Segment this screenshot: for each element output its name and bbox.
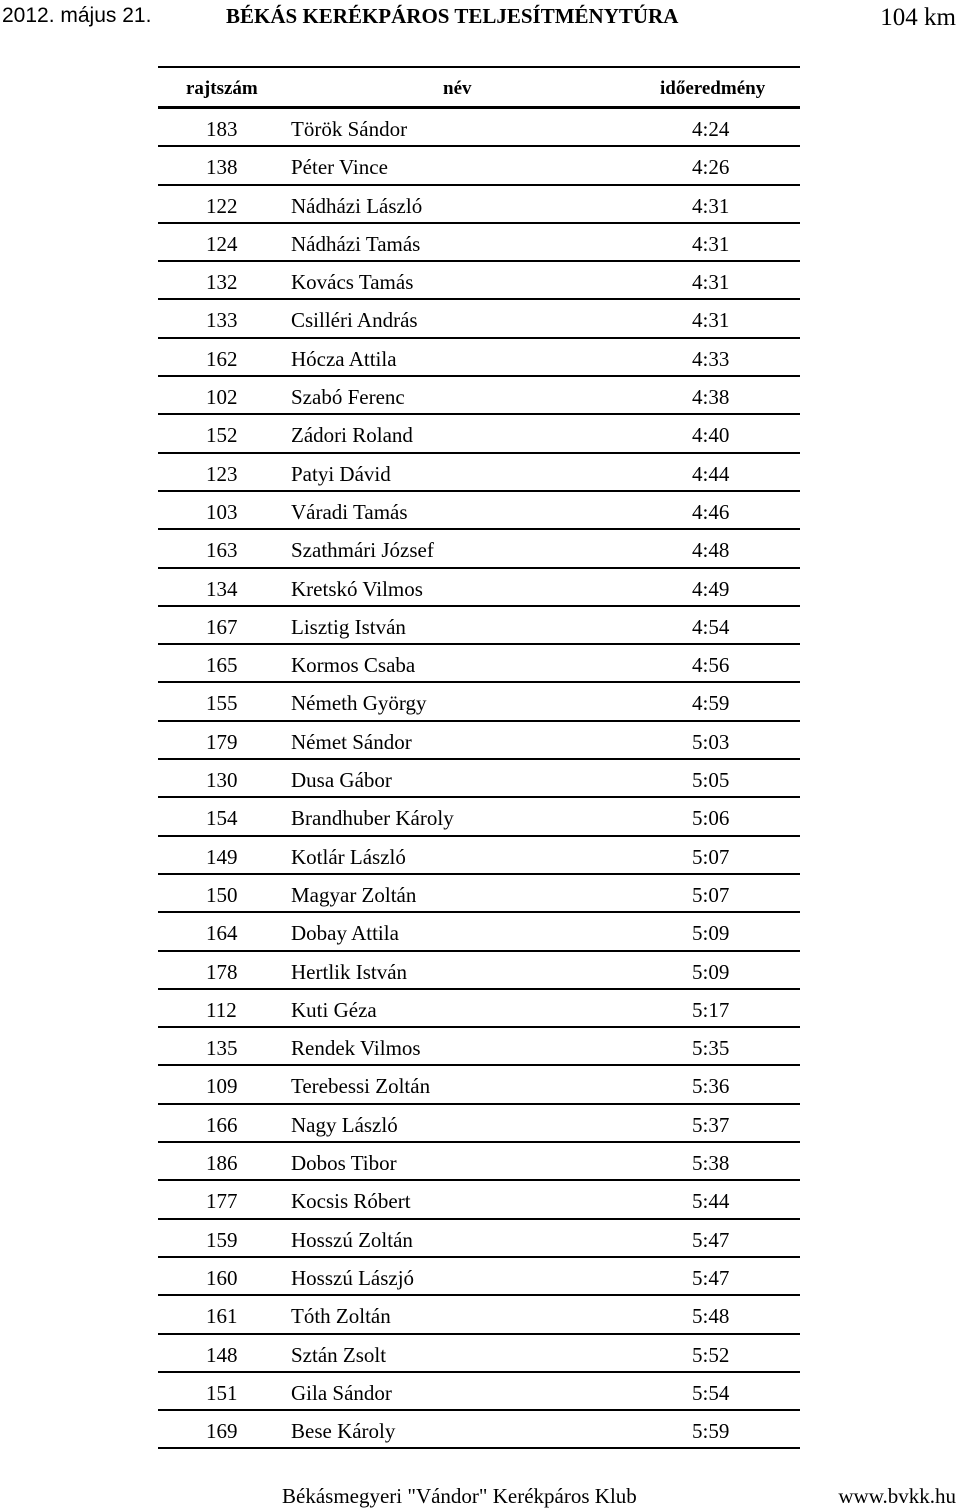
cell-time: 5:37: [692, 1112, 730, 1137]
cell-time: 4:40: [692, 423, 730, 448]
cell-start-number: 150: [206, 882, 238, 907]
table-row: [158, 1220, 800, 1258]
cell-time: 5:36: [692, 1074, 730, 1099]
cell-start-number: 178: [206, 959, 238, 984]
table-row: [158, 1411, 800, 1449]
cell-time: 5:44: [692, 1189, 730, 1214]
cell-name: Dobay Attila: [291, 921, 399, 946]
cell-time: 4:48: [692, 538, 730, 563]
cell-name: Terebessi Zoltán: [291, 1074, 431, 1099]
column-header-name: név: [443, 78, 472, 99]
table-row: [158, 530, 800, 568]
cell-time: 4:44: [692, 461, 730, 486]
table-row: [158, 913, 800, 951]
table-row: [158, 147, 800, 185]
table-header: [158, 66, 800, 109]
table-row: [158, 760, 800, 798]
cell-time: 4:31: [692, 270, 730, 295]
cell-start-number: 122: [206, 193, 238, 218]
table-row: [158, 1181, 800, 1219]
cell-start-number: 179: [206, 729, 238, 754]
cell-name: Kretskó Vilmos: [291, 576, 423, 601]
cell-start-number: 162: [206, 346, 238, 371]
cell-start-number: 159: [206, 1227, 238, 1252]
cell-name: Sztán Zsolt: [291, 1342, 387, 1367]
table-row: [158, 262, 800, 300]
cell-name: Dusa Gábor: [291, 768, 392, 793]
table-row: [158, 837, 800, 875]
cell-time: 5:09: [692, 959, 730, 984]
table-row: [158, 1296, 800, 1334]
cell-start-number: 123: [206, 461, 238, 486]
cell-name: Kormos Csaba: [291, 653, 416, 678]
table-row: [158, 492, 800, 530]
cell-name: Csilléri András: [291, 308, 418, 333]
cell-name: Török Sándor: [291, 117, 408, 141]
table-row: [158, 1143, 800, 1181]
table-row: [158, 875, 800, 913]
table-row: [158, 1258, 800, 1296]
column-header-time: időeredmény: [660, 78, 766, 99]
table-row: [158, 415, 800, 453]
cell-name: Német Sándor: [291, 729, 412, 754]
table-row: [158, 1028, 800, 1066]
cell-name: Hertlik István: [291, 959, 408, 984]
cell-start-number: 169: [206, 1419, 238, 1444]
cell-time: 4:54: [692, 614, 730, 639]
table-row: [158, 569, 800, 607]
cell-name: Gila Sándor: [291, 1380, 392, 1405]
cell-time: 4:31: [692, 308, 730, 333]
table-row: [158, 1335, 800, 1373]
cell-start-number: 132: [206, 270, 238, 295]
cell-name: Kuti Géza: [291, 997, 377, 1022]
cell-time: 5:59: [692, 1419, 730, 1444]
table-row: [158, 339, 800, 377]
cell-name: Lisztig István: [291, 614, 406, 639]
cell-start-number: 135: [206, 1036, 238, 1061]
cell-start-number: 112: [206, 997, 237, 1022]
cell-name: Tóth Zoltán: [291, 1304, 391, 1329]
cell-start-number: 164: [206, 921, 238, 946]
cell-start-number: 167: [206, 614, 238, 639]
table-row: [158, 1373, 800, 1411]
cell-name: Németh György: [291, 691, 427, 716]
table-row: [158, 607, 800, 645]
cell-time: 4:24: [692, 117, 730, 141]
cell-time: 4:46: [692, 499, 730, 524]
results-table: [158, 66, 800, 1449]
footer-website[interactable]: www.bvkk.hu: [838, 1484, 956, 1508]
table-row: [158, 722, 800, 760]
document-title: BÉKÁS KERÉKPÁROS TELJESÍTMÉNYTÚRA: [226, 4, 679, 28]
cell-time: 4:59: [692, 691, 730, 716]
cell-name: Bese Károly: [291, 1419, 396, 1444]
cell-start-number: 152: [206, 423, 238, 448]
cell-start-number: 124: [206, 231, 238, 256]
cell-time: 5:47: [692, 1227, 730, 1252]
document-date: 2012. május 21.: [2, 4, 152, 27]
table-row: [158, 1066, 800, 1104]
cell-time: 4:26: [692, 155, 730, 180]
cell-name: Brandhuber Károly: [291, 806, 454, 831]
cell-time: 5:06: [692, 806, 730, 831]
table-row: [158, 1105, 800, 1143]
cell-start-number: 160: [206, 1265, 238, 1290]
table-row: [158, 186, 800, 224]
cell-time: 5:48: [692, 1304, 730, 1329]
table-row: [158, 300, 800, 338]
cell-name: Kovács Tamás: [291, 270, 414, 295]
cell-name: Patyi Dávid: [291, 461, 391, 486]
table-row: [158, 645, 800, 683]
cell-start-number: 165: [206, 653, 238, 678]
cell-start-number: 148: [206, 1342, 238, 1367]
cell-name: Váradi Tamás: [291, 499, 408, 524]
cell-start-number: 166: [206, 1112, 238, 1137]
cell-time: 4:31: [692, 231, 730, 256]
cell-name: Magyar Zoltán: [291, 882, 417, 907]
cell-time: 4:31: [692, 193, 730, 218]
cell-time: 5:17: [692, 997, 730, 1022]
cell-start-number: 130: [206, 768, 238, 793]
cell-time: 5:07: [692, 844, 730, 869]
column-header-start-number: rajtszám: [186, 78, 258, 99]
table-row: [158, 109, 800, 147]
footer-club-name: Békásmegyeri "Vándor" Kerékpáros Klub: [282, 1484, 637, 1508]
cell-start-number: 161: [206, 1304, 238, 1329]
cell-time: 5:52: [692, 1342, 730, 1367]
cell-start-number: 151: [206, 1380, 238, 1405]
table-row: [158, 683, 800, 721]
cell-start-number: 102: [206, 385, 238, 410]
cell-name: Nagy László: [291, 1112, 398, 1137]
cell-start-number: 177: [206, 1189, 238, 1214]
cell-time: 4:33: [692, 346, 730, 371]
cell-start-number: 109: [206, 1074, 238, 1099]
cell-name: Szabó Ferenc: [291, 385, 405, 410]
cell-start-number: 103: [206, 499, 238, 524]
table-row: [158, 377, 800, 415]
cell-start-number: 155: [206, 691, 238, 716]
cell-name: Nádházi László: [291, 193, 423, 218]
cell-start-number: 163: [206, 538, 238, 563]
table-row: [158, 990, 800, 1028]
cell-name: Péter Vince: [291, 155, 388, 180]
cell-name: Rendek Vilmos: [291, 1036, 421, 1061]
cell-time: 5:54: [692, 1380, 730, 1405]
cell-start-number: 133: [206, 308, 238, 333]
cell-start-number: 134: [206, 576, 238, 601]
cell-time: 5:35: [692, 1036, 730, 1061]
cell-start-number: 149: [206, 844, 238, 869]
table-row: [158, 224, 800, 262]
cell-name: Szathmári József: [291, 538, 434, 563]
cell-time: 5:09: [692, 921, 730, 946]
table-row: [158, 798, 800, 836]
cell-name: Hosszú Lászjó: [291, 1265, 415, 1290]
cell-start-number: 186: [206, 1151, 238, 1176]
cell-name: Dobos Tibor: [291, 1151, 397, 1176]
cell-start-number: 183: [206, 117, 238, 141]
cell-time: 5:03: [692, 729, 730, 754]
cell-name: Kotlár László: [291, 844, 406, 869]
table-row: [158, 952, 800, 990]
route-distance: 104 km: [880, 4, 956, 31]
cell-name: Zádori Roland: [291, 423, 413, 448]
cell-time: 5:47: [692, 1265, 730, 1290]
cell-name: Kocsis Róbert: [291, 1189, 411, 1214]
cell-name: Nádházi Tamás: [291, 231, 421, 256]
cell-time: 5:05: [692, 768, 730, 793]
table-body: [158, 109, 800, 1449]
cell-time: 4:49: [692, 576, 730, 601]
cell-time: 5:38: [692, 1151, 730, 1176]
cell-start-number: 154: [206, 806, 238, 831]
cell-time: 4:56: [692, 653, 730, 678]
table-row: [158, 454, 800, 492]
cell-time: 4:38: [692, 385, 730, 410]
cell-time: 5:07: [692, 882, 730, 907]
cell-name: Hosszú Zoltán: [291, 1227, 413, 1252]
cell-start-number: 138: [206, 155, 238, 180]
cell-name: Hócza Attila: [291, 346, 397, 371]
